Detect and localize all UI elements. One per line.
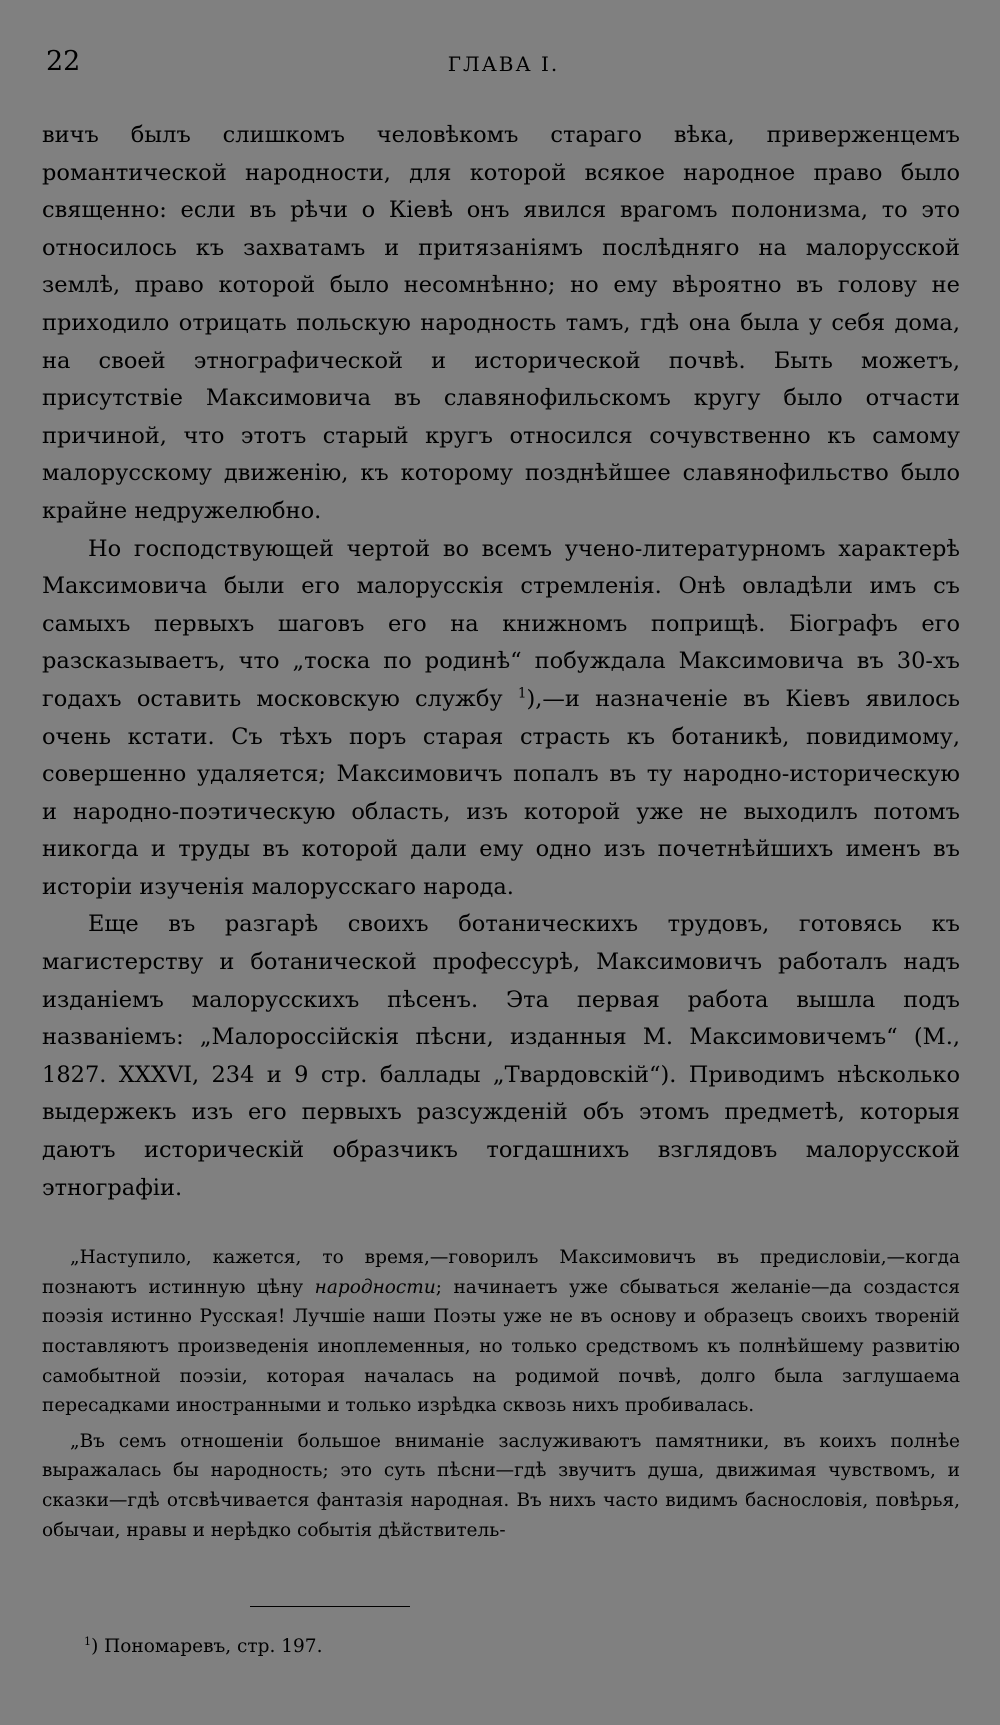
quote-paragraph-1: [42, 1243, 960, 1421]
paragraph-2-text-before-note: Но господствующей чертой во всемъ учено-литературномъ характерѣ Максимовича были его малорусскія стремленія. Онѣ овладѣли имъ съ самыхъ первыхъ шаговъ его на книжномъ поприщѣ. Біографъ его разсказываетъ, что „тоска по родинѣ“ побуждала Максимовича въ 30-хъ годахъ оставить московскую службу: [42, 535, 960, 712]
footnote-text: ) Пономаревъ, стр. 197.: [91, 1636, 323, 1657]
page-number: 22: [46, 46, 81, 77]
quote-text-after-emphasis: ; начинаетъ уже сбываться желаніе—да создастся поэзія истинно Русская! Лучшіе наши Поэты уже не въ основу и образецъ своихъ твореній поставляютъ произведенія иноплеменныя, но только средствомъ къ полнѣйшему развитію самобытной поэзіи, которая началась на родимой почвѣ, долго была заглушаема пересадками иностранными и только изрѣдка сквозь нихъ пробивалась.: [42, 1276, 960, 1417]
page-header: [46, 46, 961, 86]
emphasized-word: народности: [314, 1276, 436, 1298]
quote-text-before-emphasis: „Наступило, кажется, то время,—говорилъ Максимовичъ въ предисловіи,—когда познаютъ истинную цѣну: [42, 1247, 960, 1298]
paragraph-2: [42, 531, 960, 907]
paragraph-2-text-after-note: ),—и назначеніе въ Кіевъ явилось очень кстати. Съ тѣхъ поръ старая страсть къ ботаникѣ, повидимому, совершенно удаляется; Максимовичъ попалъ въ ту народно-историческую и народно-поэтическую область, изъ которой уже не выходилъ потомъ никогда и труды въ которой дали ему одно изъ почетнѣйшихъ именъ въ исторіи изученія малорусскаго народа.: [42, 685, 960, 900]
footnote-rule: [250, 1606, 410, 1607]
page-body: [42, 117, 960, 1551]
running-head: ГЛАВА I.: [447, 52, 560, 76]
block-quote: [42, 1243, 960, 1545]
footnote-mark: 1: [84, 1634, 92, 1648]
paragraph-1: вичъ былъ слишкомъ человѣкомъ стараго вѣка, приверженцемъ романтической народности, для которой всякое народное право было священно: если въ рѣчи о Кіевѣ онъ явился врагомъ полонизма, то это относилось къ захватамъ и притязаніямъ послѣдняго на малорусской землѣ, право которой было несомнѣнно; но ему вѣроятно въ голову не приходило отрицать польскую народность тамъ, гдѣ она была у себя дома, на своей этнографической и исторической почвѣ. Быть можетъ, присутствіе Максимовича въ славянофильскомъ кругу было отчасти причиной, что этотъ старый кругъ относился сочувственно къ самому малорусскому движенію, къ которому позднѣйшее славянофильство было крайне недружелюбно.: [42, 122, 960, 524]
footnote-reference: 1: [517, 685, 527, 702]
footnote: [84, 1636, 322, 1657]
main-text: [42, 117, 960, 1207]
quote-paragraph-2: „Въ семъ отношеніи большое вниманіе заслуживаютъ памятники, въ коихъ полнѣе выражалась бы народность; это суть пѣсни—гдѣ звучитъ душа, движимая чувствомъ, и сказки—гдѣ отсвѣчивается фантазія народная. Въ нихъ часто видимъ баснословія, повѣрья, обычаи, нравы и нерѣдко событія дѣйствитель-: [42, 1430, 960, 1541]
paragraph-3: Еще въ разгарѣ своихъ ботаническихъ трудовъ, готовясь къ магистерству и ботанической профессурѣ, Максимовичъ работалъ надъ изданіемъ малорусскихъ пѣсенъ. Эта первая работа вышла подъ названіемъ: „Малороссійскія пѣсни, изданныя М. Максимовичемъ“ (М., 1827. XXXVI, 234 и 9 стр. баллады „Твардовскій“). Приводимъ нѣсколько выдержекъ изъ его первыхъ разсужденій объ этомъ предметѣ, которыя даютъ историческій образчикъ тогдашнихъ взглядовъ малорусской этнографіи.: [42, 911, 960, 1201]
